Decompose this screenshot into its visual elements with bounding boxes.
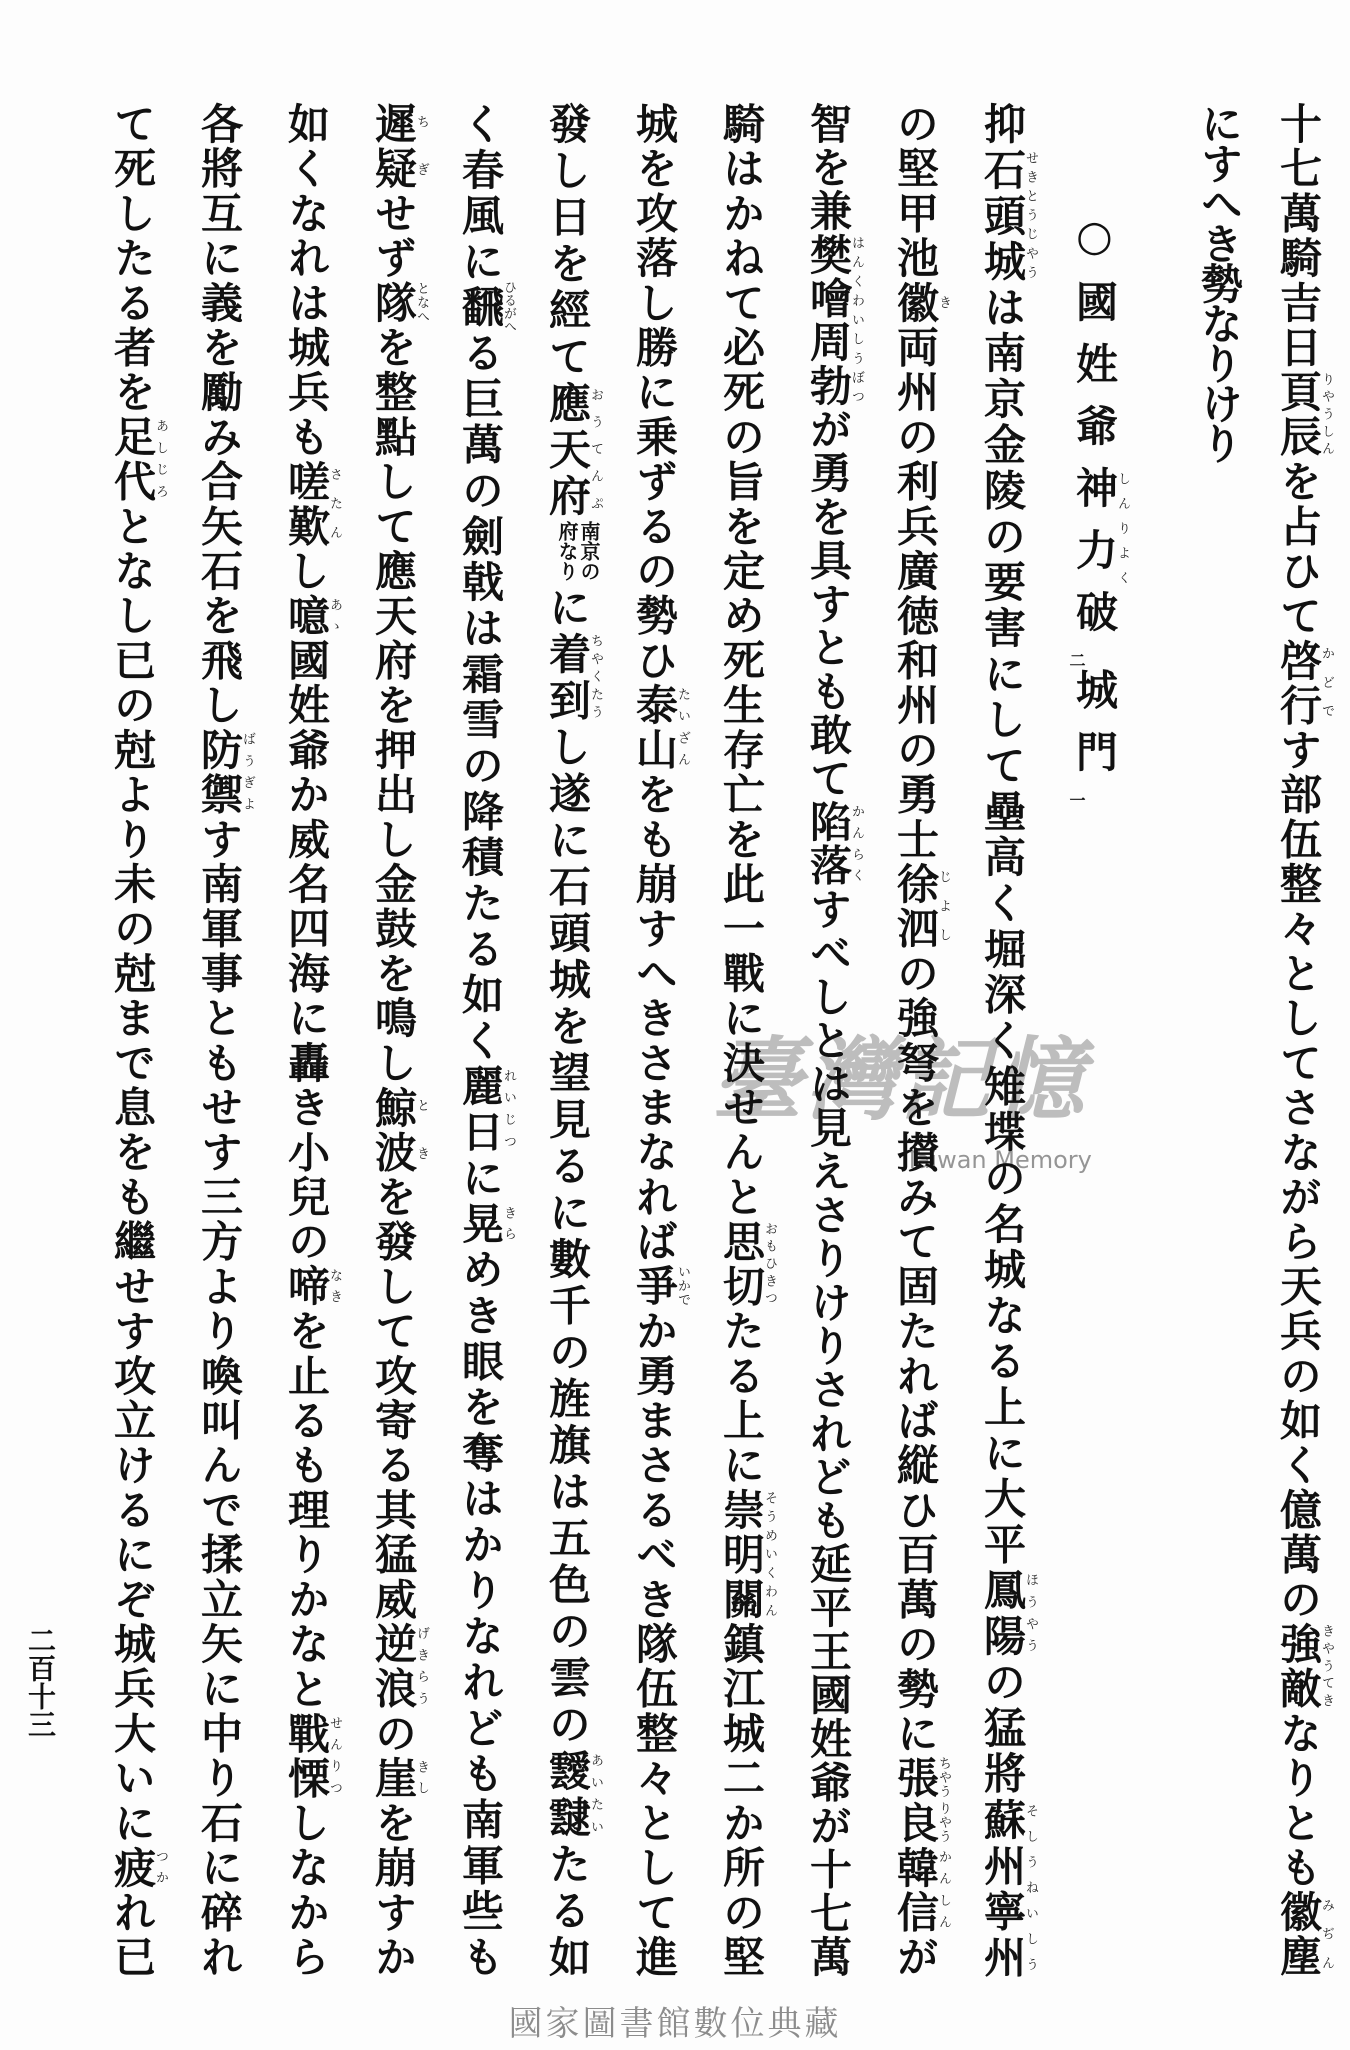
ruby-reading: せきとうじやう	[1023, 147, 1038, 282]
ruby-annotated-text	[543, 1748, 603, 1842]
column-text: をも崩すへきさまなれば	[630, 772, 679, 1265]
column-text: す南軍事ともせす三方より喚叫んで揉立矢に中り石に碎れ	[195, 817, 244, 1978]
text-column	[543, 102, 603, 1977]
ruby-reading: さたん	[327, 459, 342, 547]
column-text: を整點して應天府を押出し金鼓を鳴し	[369, 325, 418, 1086]
column-text: 鎮江城二か所の堅	[717, 1622, 766, 1978]
ruby-annotated-text	[543, 631, 603, 726]
column-text: ○國姓爺	[1070, 211, 1119, 466]
text-column	[1274, 102, 1334, 1977]
column-text: 騎はかねて必死の旨を定め死生存亡を此一戰に決せんと	[717, 102, 766, 1220]
column-text: の堅甲池	[891, 102, 940, 281]
column-text: 破	[1070, 590, 1119, 652]
ruby-base: 啼	[282, 1264, 331, 1310]
column-text: 國姓爺か威名四海に轟き小兒の	[282, 638, 331, 1265]
ruby-reading: ちやう	[936, 1756, 951, 1799]
ruby-reading: りやう	[936, 1800, 951, 1843]
ruby-reading: なき	[327, 1264, 342, 1307]
ruby-annotated-text	[1274, 1890, 1334, 1978]
page-number: 二百十三	[24, 1626, 57, 1738]
ruby-reading: せんりつ	[327, 1711, 342, 1799]
section-heading	[1067, 211, 1130, 911]
ruby-annotated-text	[456, 280, 516, 333]
ruby-annotated-text	[369, 102, 429, 192]
ruby-reading: じよし	[936, 862, 951, 949]
ruby-reading: あいたい	[588, 1748, 603, 1838]
ruby-base: 啓行	[1274, 638, 1323, 728]
ruby-annotated-text	[369, 1756, 429, 1801]
column-text: れ已	[108, 1890, 157, 1978]
ruby-base: 思切	[717, 1219, 766, 1310]
ruby-annotated-text	[978, 1797, 1038, 1978]
ruby-reading: きやうてき	[1319, 1622, 1334, 1709]
ruby-base: 神力	[1070, 466, 1119, 590]
ruby-reading: れいじつ	[501, 1064, 516, 1153]
text-column	[978, 102, 1038, 1977]
ruby-reading: あゝ	[327, 593, 342, 636]
column-text: が勇を具すとも敢て	[804, 407, 853, 801]
ruby-reading: ひるがへ	[501, 280, 516, 333]
ruby-base: 防禦	[195, 727, 244, 818]
text-column	[1195, 102, 1243, 1977]
ruby-base: 應天府	[543, 381, 592, 521]
column-text: か勇まさるべき隊伍整々として進	[630, 1309, 679, 1978]
ruby-base: 着到	[543, 631, 592, 726]
ruby-base: 戰慄	[282, 1711, 331, 1801]
text-column	[108, 102, 168, 1977]
ruby-base: 逆浪	[369, 1622, 418, 1712]
column-text: 城門	[1070, 668, 1119, 792]
ruby-base: 鯨波	[369, 1085, 418, 1176]
text-column	[630, 102, 690, 1977]
column-text: 両州の利兵廣徳和州の勇士	[891, 325, 940, 863]
ruby-base: 徽塵	[1274, 1890, 1323, 1978]
column-text: たる上に	[717, 1309, 766, 1488]
ruby-annotated-text	[369, 1085, 429, 1176]
column-text: を發して攻寄る其猛威	[369, 1175, 418, 1623]
ruby-annotated-text	[891, 280, 951, 326]
ruby-base: 徽	[891, 280, 940, 326]
ruby-reading: ほうやう	[1023, 1568, 1038, 1657]
ruby-base: 張	[891, 1756, 940, 1801]
column-text: 抑	[978, 102, 1027, 148]
ruby-base: 遲疑	[369, 102, 418, 192]
column-text: 各將互に義を勵み合矢石を飛し	[195, 102, 244, 728]
column-text: る巨萬の劍戟は霜雪の降積たる如く	[456, 327, 505, 1065]
ruby-base: 疲	[108, 1845, 157, 1891]
ruby-annotated-text	[891, 1800, 951, 1846]
ruby-reading: あしじろ	[153, 414, 168, 502]
ruby-reading: かどで	[1319, 638, 1334, 726]
ruby-annotated-text	[1070, 466, 1130, 590]
column-text: しなから	[282, 1800, 331, 1978]
ruby-reading: そしうねいしう	[1023, 1797, 1038, 1978]
column-text: を崩すか	[369, 1800, 418, 1978]
ruby-reading: いかで	[675, 1264, 690, 1307]
ruby-reading: ちやくたう	[588, 631, 603, 721]
ruby-annotated-text	[369, 1622, 429, 1712]
column-text: となし已の尅より未の尅まで息をも繼せす攻立けるにぞ城兵大いに	[108, 504, 157, 1846]
watermark-subtitle: Taiwan Memory	[905, 1146, 1092, 1174]
ruby-annotated-text	[978, 147, 1038, 286]
ruby-annotated-text	[456, 1064, 516, 1156]
ruby-reading: げきらう	[414, 1622, 429, 1709]
column-text: たる如	[543, 1841, 592, 1978]
ruby-annotated-text	[978, 1568, 1038, 1661]
ruby-base: 隊	[369, 280, 418, 326]
ruby-reading: りやうしん	[1319, 370, 1334, 457]
ruby-base: 石頭城	[978, 147, 1027, 286]
ruby-reading: きし	[414, 1756, 429, 1799]
ruby-reading: きら	[501, 1201, 516, 1244]
ruby-annotated-text	[630, 1264, 690, 1310]
ruby-reading: たいざん	[675, 683, 690, 770]
ruby-base: 嗟歎	[282, 459, 331, 550]
archive-footer-credit: 國家圖書館數位典藏	[508, 2004, 842, 2044]
ruby-annotated-text	[891, 1756, 951, 1801]
text-column	[195, 102, 255, 1977]
ruby-base: 樊噲周勃	[804, 232, 853, 408]
ruby-base: 崖	[369, 1756, 418, 1801]
ruby-reading: ばうぎよ	[240, 727, 255, 815]
text-column	[282, 102, 342, 1977]
column-text: す部伍整々としてさながら天兵の如く億萬の	[1274, 727, 1323, 1623]
column-text: めき眼を奪はかりなれども南軍些も	[456, 1247, 505, 1978]
ruby-base: 飜	[456, 280, 505, 333]
column-text: に	[543, 580, 592, 632]
ruby-base: 蘇州寧州	[978, 1797, 1027, 1978]
ruby-annotated-text	[456, 1201, 516, 1248]
column-text: を止るも理りかなと	[282, 1309, 331, 1712]
ruby-base: 韓信	[891, 1845, 940, 1936]
column-text: 城を攻落し勝に乗ずるの勢ひ	[630, 102, 679, 684]
ruby-annotated-text	[804, 800, 864, 888]
ruby-base: 靉靆	[543, 1748, 592, 1842]
text-column	[804, 102, 864, 1977]
column-text: の	[369, 1711, 418, 1757]
inline-note	[556, 521, 600, 581]
kaeriten-mark: 二	[1067, 652, 1086, 668]
ruby-annotated-text	[1274, 1622, 1334, 1712]
column-text: の猛將	[978, 1660, 1027, 1798]
ruby-annotated-text	[282, 1711, 342, 1801]
ruby-base: 鳳陽	[978, 1568, 1027, 1661]
ruby-annotated-text	[1274, 370, 1334, 460]
ruby-annotated-text	[108, 414, 168, 505]
ruby-base: 噫	[282, 593, 331, 639]
column-text: し遂に石頭城を望見るに數千の旌旗は五色の雲の	[543, 725, 592, 1749]
ruby-base: 泰山	[630, 683, 679, 773]
ruby-annotated-text	[891, 1845, 951, 1936]
ruby-annotated-text	[717, 1487, 777, 1623]
ruby-annotated-text	[369, 280, 429, 326]
ruby-annotated-text	[717, 1219, 777, 1310]
ruby-reading: おうてんぷ	[588, 381, 603, 517]
column-text: て死したる者を	[108, 102, 157, 415]
ruby-reading: そうめいくわん	[762, 1487, 777, 1620]
column-text: すべしとは見えさりけりされども延平王國姓爺が十七萬	[804, 887, 853, 1978]
ruby-annotated-text	[108, 1845, 168, 1891]
ruby-base: 良	[891, 1800, 940, 1846]
column-text: は南京金陵の要害にして壘高く堀深く雉堞の名城なる上に大平	[978, 285, 1027, 1569]
ruby-reading: き	[936, 280, 951, 323]
ruby-reading: おもひきつ	[762, 1219, 777, 1307]
column-text: 十七萬騎吉日	[1274, 102, 1323, 371]
kaeriten-mark: 一	[1067, 792, 1086, 808]
ruby-reading: となへ	[414, 280, 429, 323]
column-text: 發し日を經て	[543, 102, 592, 382]
ruby-reading: かんらく	[849, 800, 864, 886]
ruby-base: 崇明關	[717, 1487, 766, 1623]
ruby-base: 麗日	[456, 1064, 505, 1156]
ruby-base: 晃	[456, 1201, 505, 1248]
ruby-base: 強敵	[1274, 1622, 1323, 1712]
column-text: 如くなれは城兵も	[282, 102, 331, 460]
ruby-base: 爭	[630, 1264, 679, 1310]
ruby-reading: かんしん	[936, 1845, 951, 1933]
ruby-annotated-text	[804, 232, 864, 408]
ruby-reading: しんりよく	[1115, 466, 1130, 590]
ruby-annotated-text	[282, 459, 342, 550]
text-column	[891, 102, 951, 1977]
column-text: く春風に	[456, 102, 505, 286]
column-text: 智を兼	[804, 102, 853, 233]
ruby-base: 陷落	[804, 800, 853, 888]
ruby-reading: つか	[153, 1845, 168, 1888]
ruby-annotated-text	[891, 862, 951, 952]
ruby-base: 頁辰	[1274, 370, 1323, 460]
text-column	[369, 102, 429, 1977]
ruby-base: 足代	[108, 414, 157, 505]
column-text: にすへき勢なりけり	[1195, 102, 1244, 462]
column-text: の強弩を攅みて固たれば縦ひ百萬の勢に	[891, 951, 940, 1757]
column-text: が	[891, 1935, 940, 1978]
ruby-reading: ちぎ	[414, 102, 429, 189]
inline-note-line: 府なり	[555, 520, 579, 581]
ruby-reading: とき	[414, 1085, 429, 1173]
ruby-reading: みぢん	[1319, 1890, 1334, 1978]
text-column	[717, 102, 777, 1977]
ruby-base: 徐泗	[891, 862, 940, 952]
text-column	[456, 102, 516, 1977]
column-text: し	[282, 549, 331, 594]
ruby-annotated-text	[282, 593, 342, 639]
ruby-reading: はんくわいしうぼつ	[849, 232, 864, 406]
ruby-annotated-text	[282, 1264, 342, 1310]
ruby-annotated-text	[630, 683, 690, 773]
column-text: を占ひて	[1274, 459, 1323, 639]
inline-note-line: 南京の	[577, 520, 601, 581]
ruby-annotated-text	[1274, 638, 1334, 728]
ruby-annotated-text	[543, 381, 603, 521]
watermark-logo-text: 臺灣記憶	[712, 1027, 1088, 1133]
ruby-annotated-text	[195, 727, 255, 818]
column-text: に	[456, 1156, 505, 1202]
column-text: せず	[369, 191, 418, 281]
column-text: なりとも	[1274, 1711, 1323, 1891]
